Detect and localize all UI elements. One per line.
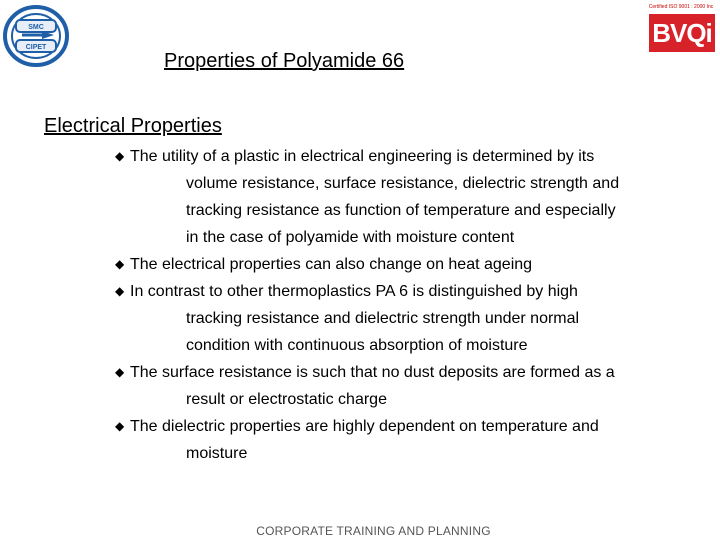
logo-text-bottom: CIPET [25, 44, 47, 51]
bullet-line: tracking resistance and dielectric strength under normal [186, 310, 580, 327]
cipet-logo [2, 4, 72, 68]
bullet-line: The dielectric properties are highly dependent on temperature and [130, 418, 599, 435]
footer-label: CORPORATE TRAINING AND PLANNING [256, 524, 491, 538]
bullet-marker: ◆ [115, 149, 125, 163]
bullet-marker: ◆ [115, 257, 125, 271]
logo-text-top: SMC [28, 24, 44, 31]
bullet-line: The utility of a plastic in electrical engineering is determined by its [130, 148, 595, 165]
certification-text: Certified ISO 9001 : 2000 Inc [648, 4, 714, 10]
bvqi-logo [645, 2, 717, 52]
bullet-line: moisture [186, 445, 248, 462]
bullet-line: tracking resistance as function of temperature and especially [186, 202, 616, 219]
bullet-item [0, 413, 720, 467]
bvqi-brand: BVQi [649, 14, 715, 52]
bullet-line: In contrast to other thermoplastics PA 6 is distinguished by high [130, 283, 578, 300]
bullet-marker: ◆ [115, 365, 125, 379]
slide-title: Properties of Polyamide 66 [164, 50, 405, 72]
bullet-list [0, 143, 720, 467]
bullet-marker: ◆ [115, 419, 125, 433]
footer-text [0, 524, 720, 538]
bullet-item [0, 359, 720, 413]
bullet-line: condition with continuous absorption of moisture [186, 337, 528, 354]
bullet-line: The surface resistance is such that no dust deposits are formed as a [130, 364, 615, 381]
bullet-item [0, 143, 720, 251]
section-heading: Electrical Properties [44, 115, 222, 137]
bullet-line: in the case of polyamide with moisture content [186, 229, 515, 246]
bullet-line: result or electrostatic charge [186, 391, 387, 408]
bullet-line: The electrical properties can also change on heat ageing [130, 256, 533, 273]
bullet-marker: ◆ [115, 284, 125, 298]
bullet-item [0, 251, 720, 278]
bullet-line: volume resistance, surface resistance, dielectric strength and [186, 175, 620, 192]
bullet-item [0, 278, 720, 359]
